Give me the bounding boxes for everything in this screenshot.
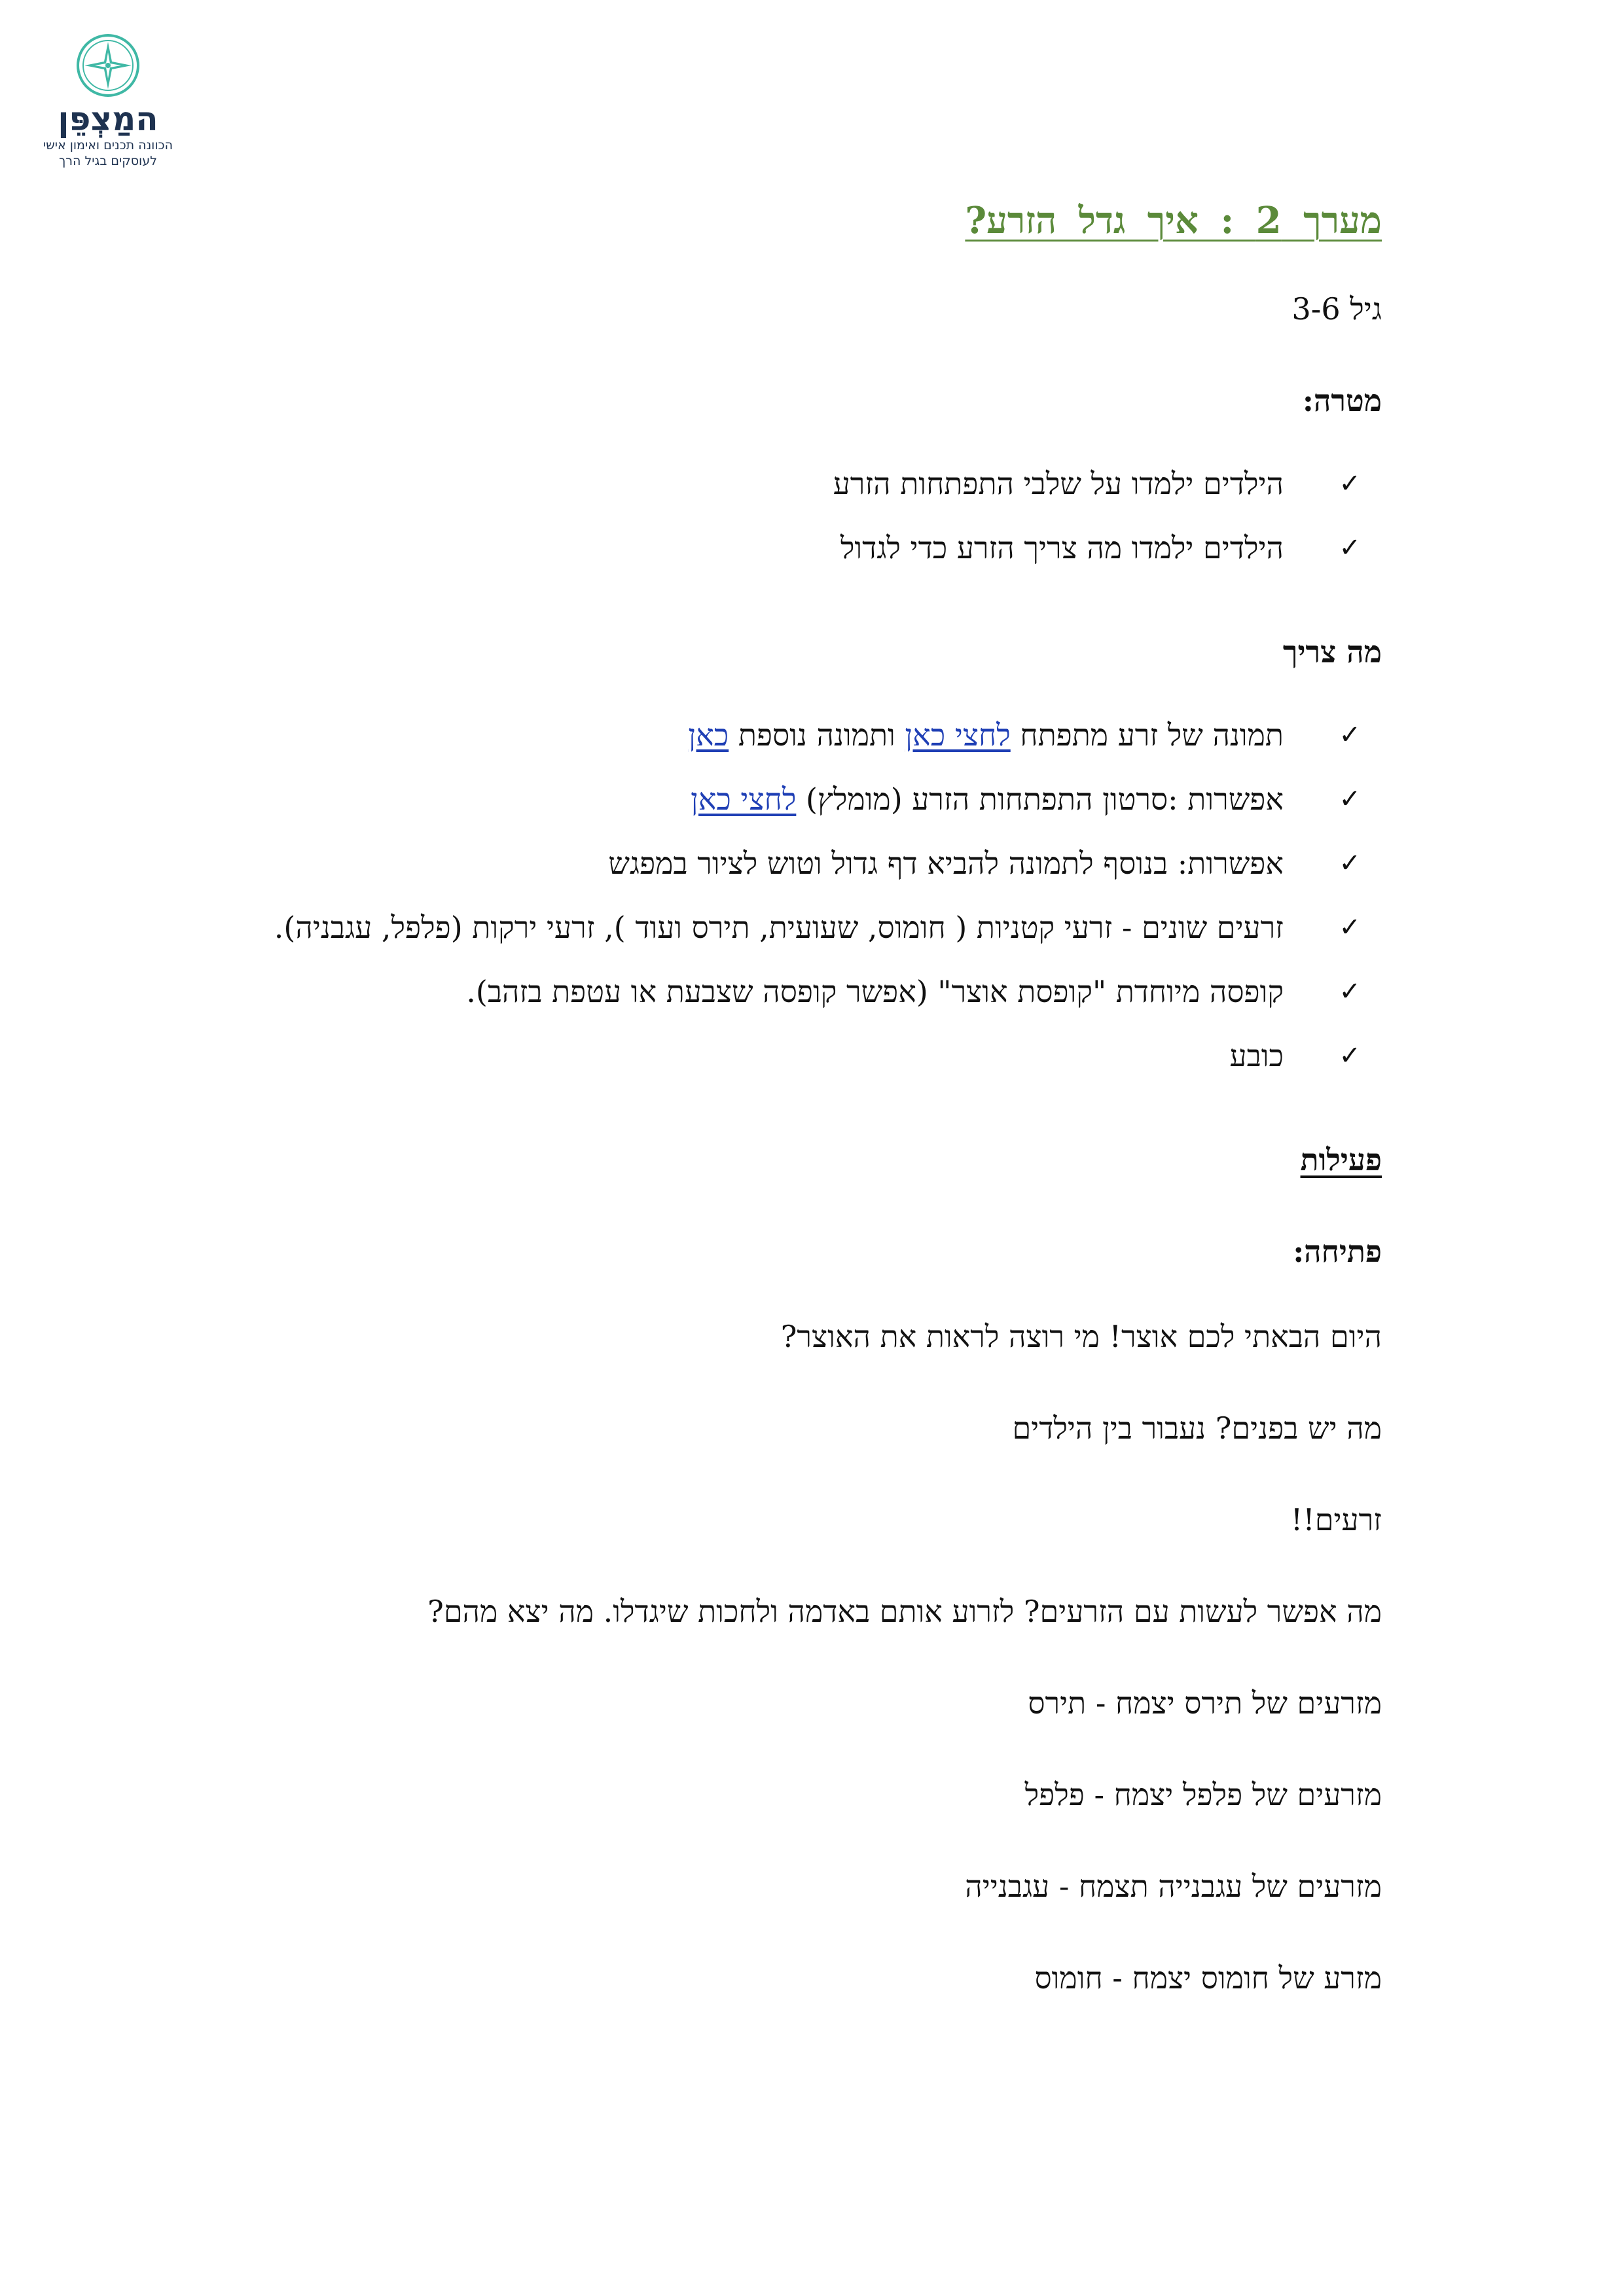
checkmark-icon: ✓ xyxy=(1339,1041,1361,1071)
activity-line-5: מזרעים של תירס יצמח - תירס xyxy=(1028,1685,1382,1721)
needs-item-1-middle: ותמונה נוספת xyxy=(738,717,895,753)
checkmark-icon: ✓ xyxy=(1339,720,1361,750)
logo-tagline: הכוונה תכנים ואימון אישי xyxy=(43,138,173,152)
needs-item-2-text: אפשרות :סרטון התפתחות הזרע (מומלץ) xyxy=(805,781,1284,817)
list-item xyxy=(230,895,1361,960)
page-title: מערך 2 : איך גדל הזרע? xyxy=(965,199,1382,242)
list-item xyxy=(230,767,1361,831)
list-item xyxy=(230,960,1361,1024)
activity-line-6: מזרעים של פלפל יצמח - פלפל xyxy=(1024,1777,1382,1812)
needs-item-6: כובע xyxy=(1229,1038,1284,1073)
logo-tagline-2: לעוסקים בגיל הרך xyxy=(59,154,157,168)
extra-image-link[interactable]: כאן xyxy=(688,717,729,753)
checkmark-icon: ✓ xyxy=(1339,912,1361,942)
logo-name: המַצְפֵּן xyxy=(58,100,158,138)
list-item xyxy=(230,1024,1361,1088)
needs-list xyxy=(230,703,1382,1088)
checkmark-icon: ✓ xyxy=(1339,784,1361,814)
needs-item-1-text: תמונה של זרע מתפתח xyxy=(1020,717,1284,753)
needs-item-3: אפשרות: בנוסף לתמונה להביא דף גדול וטוש לציור במפגש xyxy=(608,846,1284,881)
compass-star-icon xyxy=(75,33,141,98)
goal-item-1: הילדים ילמדו על שלבי התפתחות הזרע xyxy=(833,466,1284,501)
activity-line-3: זרעים!! xyxy=(1290,1502,1382,1537)
needs-item-4: זרעים שונים - זרעי קטניות ( חומוס, שעועית, תירס ועוד ), זרעי ירקות (פלפל, עגבניה). xyxy=(274,910,1284,945)
checkmark-icon: ✓ xyxy=(1339,848,1361,878)
activity-line-1: היום הבאתי לכם אוצר! מי רוצה לראות את האוצר? xyxy=(780,1319,1382,1354)
activities-heading: פעילות xyxy=(1300,1142,1382,1177)
list-item xyxy=(230,703,1361,767)
list-item xyxy=(230,831,1361,895)
opening-heading: פתיחה: xyxy=(1293,1234,1382,1269)
activity-line-7: מזרעים של עגבנייה תצמח - עגבנייה xyxy=(965,1869,1382,1904)
goal-list xyxy=(230,452,1382,580)
age-range: גיל 3-6 xyxy=(1291,291,1382,327)
logo xyxy=(33,33,183,169)
activity-line-8: מזרע של חומוס יצמח - חומוס xyxy=(1034,1960,1382,1996)
list-item xyxy=(230,516,1361,580)
video-link[interactable]: לחצי כאן xyxy=(691,781,797,817)
list-item xyxy=(230,452,1361,516)
goal-item-2: הילדים ילמדו מה צריך הזרע כדי לגדול xyxy=(840,530,1284,565)
checkmark-icon: ✓ xyxy=(1339,469,1361,499)
activity-line-4: מה אפשר לעשות עם הזרעים? לזרוע אותם באדמה ולחכות שיגדלו. מה יצא מהם? xyxy=(427,1594,1382,1629)
needs-heading: מה צריך xyxy=(1282,634,1382,670)
seed-image-link[interactable]: לחצי כאן xyxy=(905,717,1011,753)
checkmark-icon: ✓ xyxy=(1339,533,1361,563)
needs-item-5: קופסה מיוחדת "קופסת אוצר" (אפשר קופסה שצבעת או עטפת בזהב). xyxy=(466,974,1284,1009)
activity-line-2: מה יש בפנים? נעבור בין הילדים xyxy=(1012,1410,1382,1446)
checkmark-icon: ✓ xyxy=(1339,977,1361,1007)
goal-heading: מטרה: xyxy=(1302,383,1382,418)
document-body xyxy=(230,191,1382,1998)
